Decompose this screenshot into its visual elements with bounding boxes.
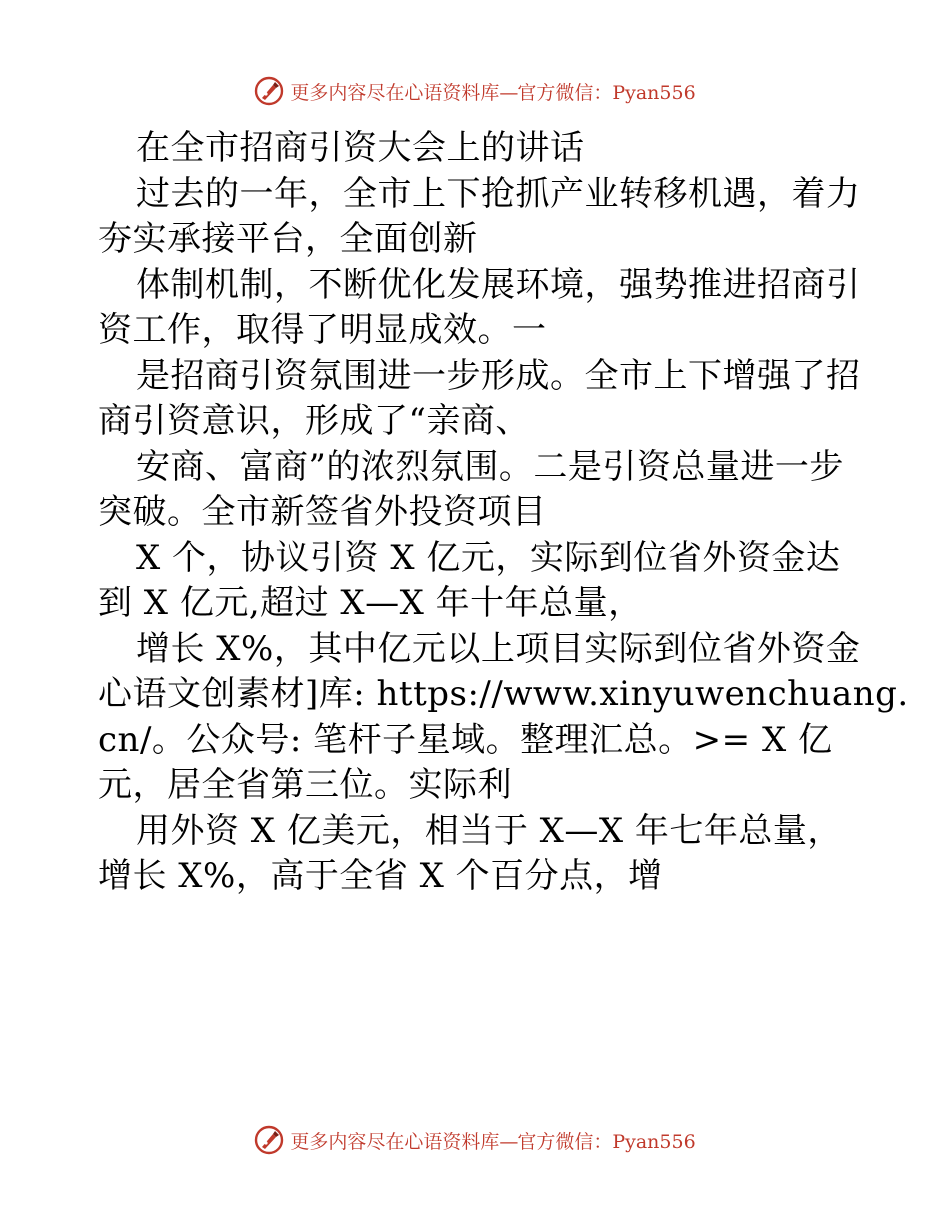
banner-text xyxy=(290,78,695,105)
banner-prefix: 更多内容尽在心语资料库 xyxy=(290,1130,500,1153)
paragraph-line: 元，居全省第三位。实际利 xyxy=(98,765,512,805)
pen-logo-icon xyxy=(254,76,284,106)
paragraph-line: 资工作，取得了明显成效。一 xyxy=(98,310,547,350)
paragraph-line: 商引资意识，形成了“亲商、 xyxy=(98,401,530,441)
paragraph-line: 体制机制，不断优化发展环境，强势推进招商引 xyxy=(136,264,861,305)
banner-suffix: 官方微信：Pyan556 xyxy=(517,81,696,104)
paragraph-line: 到 X 亿元,超过 X—X 年十年总量， xyxy=(98,583,643,623)
paragraph-line: cn/。公众号: 笔杆子星域。整理汇总。>= X 亿 xyxy=(98,719,833,760)
footer-banner xyxy=(0,1120,950,1160)
paragraph-line: 增长 X%，其中亿元以上项目实际到位省外资金 xyxy=(136,628,861,669)
header-banner xyxy=(0,71,950,111)
paragraph-line: 过去的一年，全市上下抢抓产业转移机遇，着力 xyxy=(136,173,861,214)
paragraph-line: 安商、富商”的浓烈氛围。二是引资总量进一步 xyxy=(136,446,844,487)
doc-title: 在全市招商引资大会上的讲话 xyxy=(136,128,585,168)
paragraph-line: X 个，协议引资 X 亿元，实际到位省外资金达 xyxy=(136,537,841,578)
paragraph-line: 夯实承接平台，全面创新 xyxy=(98,219,478,259)
banner-suffix: 官方微信：Pyan556 xyxy=(517,1130,696,1153)
document-body xyxy=(98,126,909,900)
banner-dash: — xyxy=(499,81,518,104)
paragraph-line: 突破。全市新签省外投资项目 xyxy=(98,492,547,532)
banner-dash: — xyxy=(499,1130,518,1153)
paragraph-line: 用外资 X 亿美元，相当于 X—X 年七年总量， xyxy=(136,810,842,851)
pen-logo-icon xyxy=(254,1125,284,1155)
paragraph-line: 增长 X%，高于全省 X 个百分点，增 xyxy=(98,856,663,896)
banner-text xyxy=(290,1127,695,1154)
banner-prefix: 更多内容尽在心语资料库 xyxy=(290,81,500,104)
paragraph-line: 是招商引资氛围进一步形成。全市上下增强了招 xyxy=(136,355,861,396)
paragraph-line: 心语文创素材]库: https://www.xinyuwenchuang. xyxy=(98,674,909,714)
